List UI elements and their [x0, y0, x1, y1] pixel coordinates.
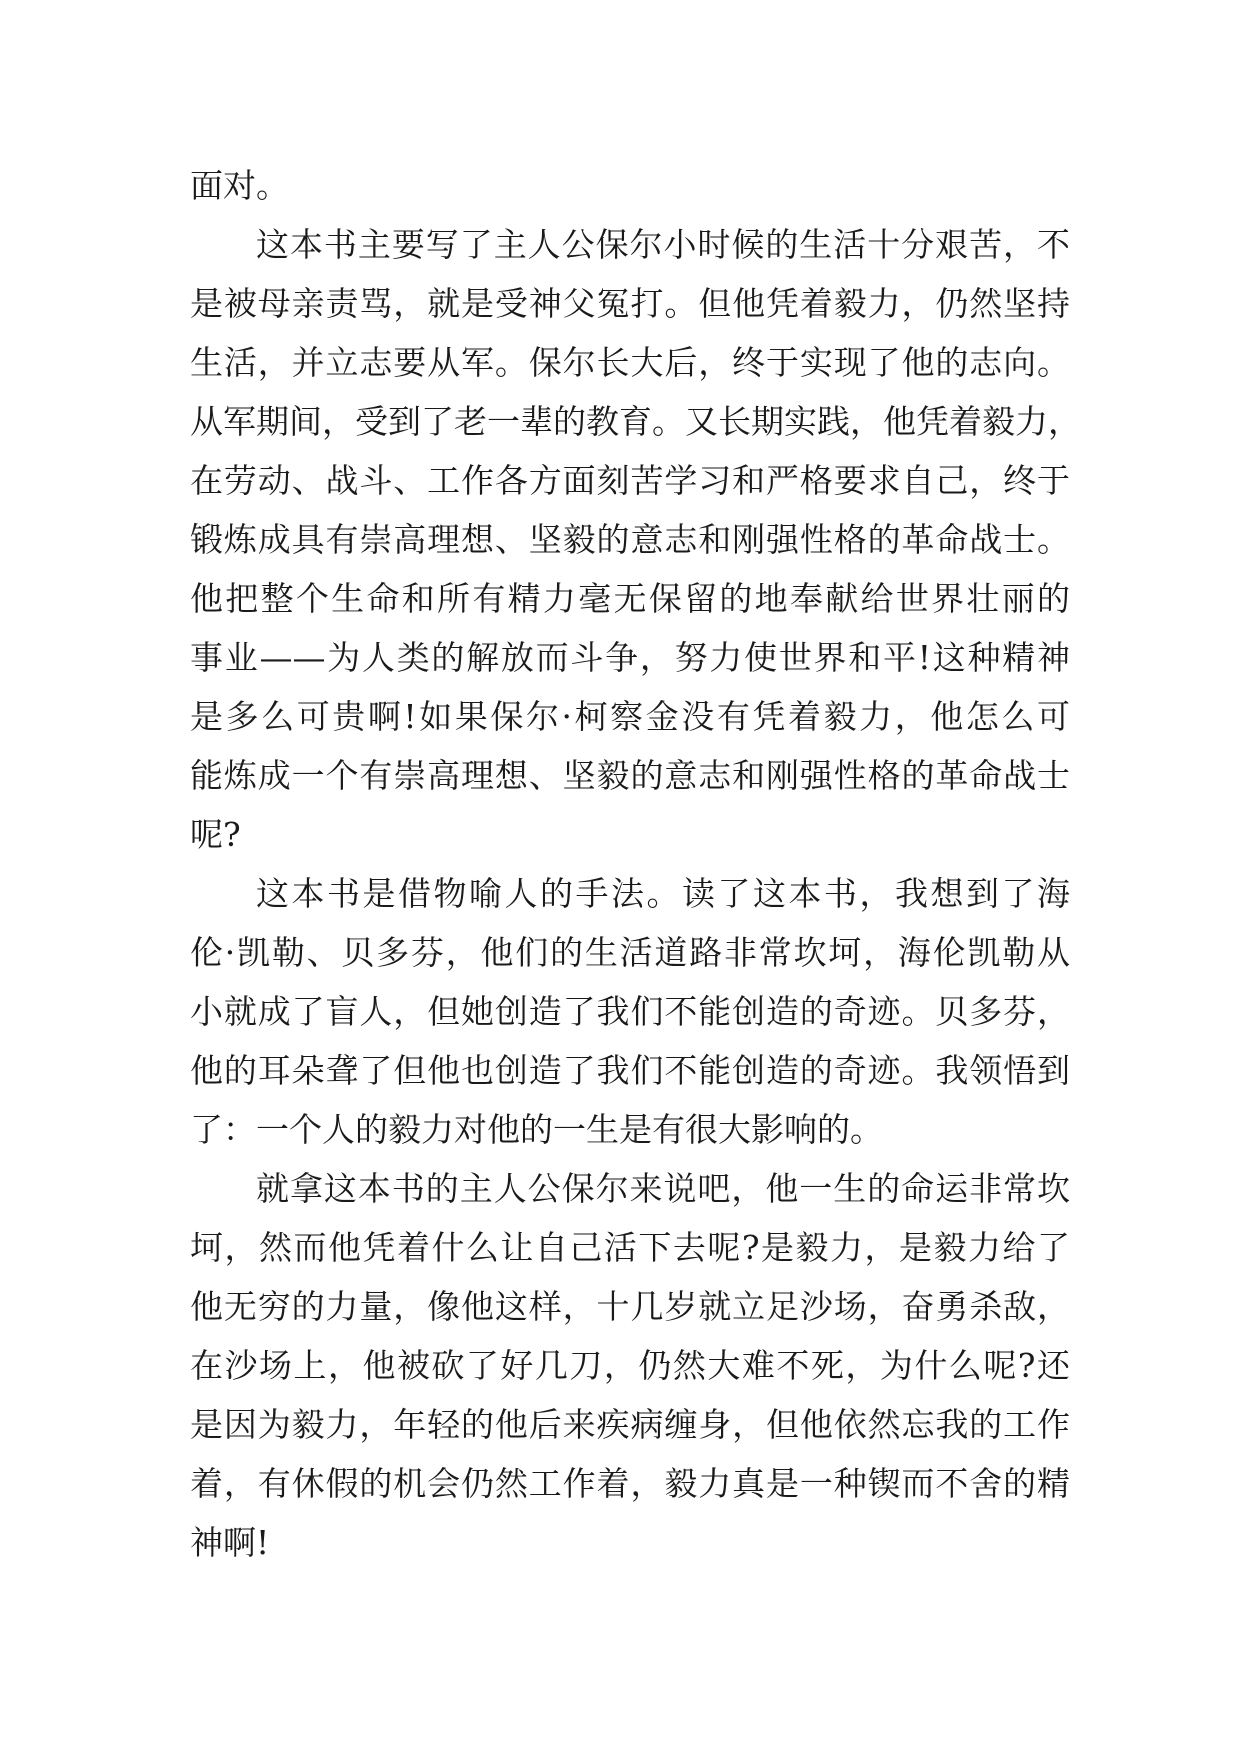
- text-line: 着，有休假的机会仍然工作着，毅力真是一种锲而不舍的精: [190, 1464, 1070, 1503]
- text-line: 这本书是借物喻人的手法。读了这本书，我想到了海: [256, 874, 1070, 913]
- text-line: 是被母亲责骂，就是受神父冤打。但他凭着毅力，仍然坚持: [190, 284, 1070, 323]
- text-line: 神啊!: [190, 1523, 270, 1562]
- text-line: 在劳动、战斗、工作各方面刻苦学习和严格要求自己，终于: [190, 461, 1070, 500]
- text-line: 是因为毅力，年轻的他后来疾病缠身，但他依然忘我的工作: [190, 1405, 1070, 1444]
- body-text: [190, 156, 1081, 1572]
- text-line: 这本书主要写了主人公保尔小时候的生活十分艰苦，不: [256, 225, 1070, 264]
- text-line: 锻炼成具有崇高理想、坚毅的意志和刚强性格的革命战士。: [190, 520, 1070, 559]
- text-line: 就拿这本书的主人公保尔来说吧，他一生的命运非常坎: [256, 1169, 1070, 1208]
- text-line: 了：一个人的毅力对他的一生是有很大影响的。: [190, 1110, 883, 1149]
- text-line: 是多么可贵啊!如果保尔·柯察金没有凭着毅力，他怎么可: [190, 697, 1070, 736]
- text-line: 生活，并立志要从军。保尔长大后，终于实现了他的志向。: [190, 343, 1070, 382]
- text-line: 事业——为人类的解放而斗争，努力使世界和平!这种精神: [190, 638, 1070, 677]
- text-line: 小就成了盲人，但她创造了我们不能创造的奇迹。贝多芬，: [190, 992, 1070, 1031]
- text-line: 伦·凯勒、贝多芬，他们的生活道路非常坎坷，海伦凯勒从: [190, 933, 1070, 972]
- text-line: 能炼成一个有崇高理想、坚毅的意志和刚强性格的革命战士: [190, 756, 1070, 795]
- text-line: 他无穷的力量，像他这样，十几岁就立足沙场，奋勇杀敌，: [190, 1287, 1070, 1326]
- text-line: 他把整个生命和所有精力毫无保留的地奉献给世界壮丽的: [190, 579, 1070, 618]
- text-line: 坷，然而他凭着什么让自己活下去呢?是毅力，是毅力给了: [190, 1228, 1070, 1267]
- text-line: 在沙场上，他被砍了好几刀，仍然大难不死，为什么呢?还: [190, 1346, 1070, 1385]
- text-line: 从军期间，受到了老一辈的教育。又长期实践，他凭着毅力，: [190, 402, 1081, 441]
- text-line: 面对。: [190, 166, 289, 205]
- text-line: 呢?: [190, 815, 241, 854]
- text-line: 他的耳朵聋了但他也创造了我们不能创造的奇迹。我领悟到: [190, 1051, 1070, 1090]
